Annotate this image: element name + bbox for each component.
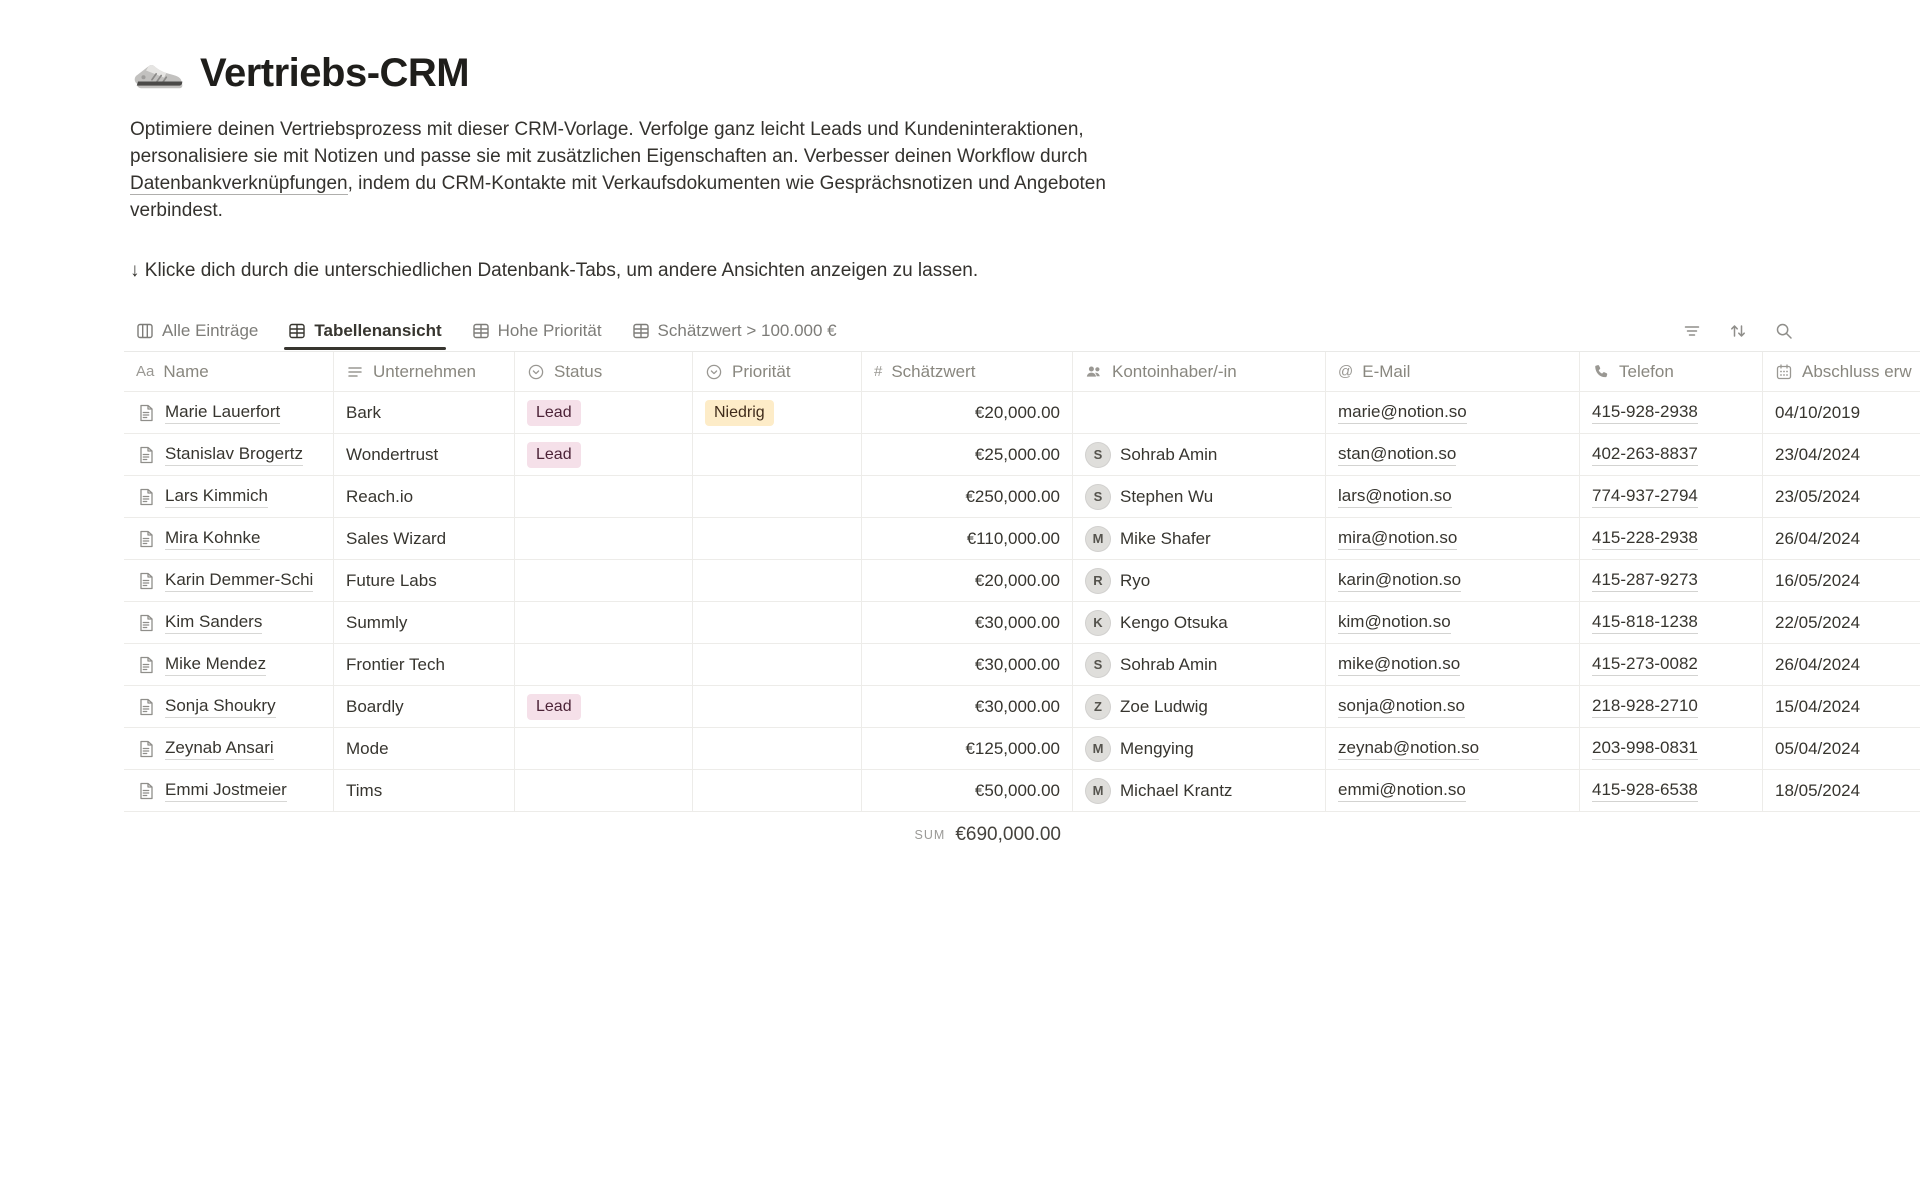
cell-owner[interactable] [1073,728,1326,770]
cell-priority[interactable] [693,518,862,560]
cell-owner[interactable] [1073,560,1326,602]
record-name[interactable]: Mike Mendez [165,653,266,676]
page-icon [136,739,156,759]
cell-email[interactable] [1326,686,1580,728]
table-view-icon [288,322,306,340]
cell-status[interactable] [515,602,693,644]
record-name[interactable]: Emmi Jostmeier [165,779,287,802]
record-name[interactable]: Stanislav Brogertz [165,443,303,466]
sort-icon[interactable] [1728,321,1748,341]
table-view [124,352,1920,846]
database-block [124,310,1920,846]
avatar: Z [1085,694,1111,720]
phone-link[interactable]: 402-263-8837 [1592,443,1698,466]
cell-date[interactable] [1763,728,1920,770]
cell-value: Wondertrust [346,444,439,464]
cell-name[interactable] [124,560,334,602]
cell-owner[interactable] [1073,770,1326,812]
phone-link[interactable]: 415-273-0082 [1592,653,1698,676]
table-row [124,434,1920,476]
cell-status[interactable] [515,392,693,434]
cell-name[interactable] [124,602,334,644]
cell-owner[interactable] [1073,392,1326,434]
page-icon [136,655,156,675]
cell-status[interactable] [515,560,693,602]
text-aa-icon: Aa [136,363,155,380]
cell-status[interactable] [515,644,693,686]
cell-value: 04/10/2019 [1775,402,1861,422]
table-view-icon [472,322,490,340]
cell-value: Future Labs [346,570,437,590]
cell-estimate[interactable] [862,434,1073,476]
cell-value: €50,000.00 [974,780,1060,800]
cell-phone[interactable] [1580,602,1763,644]
sum-value: €690,000.00 [955,824,1061,845]
cell-value: 26/04/2024 [1775,528,1861,548]
cell-value: €30,000.00 [974,696,1060,716]
avatar: M [1085,736,1111,762]
phone-link[interactable]: 415-287-9273 [1592,569,1698,592]
column-label: Telefon [1619,361,1674,381]
table-row [124,560,1920,602]
cell-value: 23/04/2024 [1775,444,1861,464]
cell-estimate[interactable] [862,686,1073,728]
cell-date[interactable] [1763,770,1920,812]
status-badge[interactable]: Lead [527,400,581,426]
cell-phone[interactable] [1580,434,1763,476]
page-title: Vertriebs-CRM [200,50,470,95]
record-name[interactable]: Sonja Shoukry [165,695,276,718]
phone-link[interactable]: 415-928-2938 [1592,401,1698,424]
cell-value: 18/05/2024 [1775,780,1861,800]
cell-owner[interactable] [1073,476,1326,518]
cell-email[interactable] [1326,644,1580,686]
phone-icon [1592,363,1610,381]
cell-value: 05/04/2024 [1775,738,1861,758]
page-icon [136,571,156,591]
cell-company[interactable] [334,476,515,518]
email-link[interactable]: mike@notion.so [1338,653,1460,676]
cell-name[interactable] [124,728,334,770]
owner-name: Michael Krantz [1120,780,1233,800]
column-header-email[interactable] [1326,352,1580,392]
cell-status[interactable] [515,476,693,518]
email-link[interactable]: zeynab@notion.so [1338,737,1479,760]
cell-email[interactable] [1326,602,1580,644]
cell-date[interactable] [1763,560,1920,602]
cell-name[interactable] [124,434,334,476]
avatar: S [1085,484,1111,510]
cell-estimate[interactable] [862,392,1073,434]
tab-tabellenansicht[interactable] [276,313,453,349]
email-link[interactable]: emmi@notion.so [1338,779,1466,802]
view-tabbar [124,310,1920,352]
table-view-icon [632,322,650,340]
cell-status[interactable] [515,434,693,476]
cell-estimate[interactable] [862,602,1073,644]
cell-phone[interactable] [1580,728,1763,770]
owner-name: Sohrab Amin [1120,654,1218,674]
page-icon [136,781,156,801]
callout-text: ↓ Klicke dich durch die unterschiedlichen Datenbank-Tabs, um andere Ansichten anzeigen zu lassen. [130,260,979,281]
page-icon [136,697,156,717]
filter-icon[interactable] [1682,321,1702,341]
cell-priority[interactable] [693,476,862,518]
view-toolbar [1682,321,1794,341]
avatar: R [1085,568,1111,594]
cell-owner[interactable] [1073,602,1326,644]
cell-estimate[interactable] [862,476,1073,518]
cell-email[interactable] [1326,434,1580,476]
cell-company[interactable] [334,602,515,644]
cell-value: 16/05/2024 [1775,570,1861,590]
column-header-owner[interactable] [1073,352,1326,392]
column-label: Schätzwert [891,361,976,381]
column-label: Status [554,361,603,381]
cell-priority[interactable] [693,644,862,686]
table-row [124,728,1920,770]
status-badge[interactable]: Lead [527,694,581,720]
cell-priority[interactable] [693,602,862,644]
cell-owner[interactable] [1073,434,1326,476]
cell-company[interactable] [334,518,515,560]
cell-value: Mode [346,738,389,758]
cell-email[interactable] [1326,770,1580,812]
cell-value: €20,000.00 [974,570,1060,590]
cell-date[interactable] [1763,686,1920,728]
record-name[interactable]: Mira Kohnke [165,527,260,550]
avatar: S [1085,652,1111,678]
cell-name[interactable] [124,644,334,686]
cell-priority[interactable] [693,686,862,728]
column-label: E-Mail [1362,361,1411,381]
cell-status[interactable] [515,728,693,770]
owner-name: Sohrab Amin [1120,444,1218,464]
cell-phone[interactable] [1580,518,1763,560]
cell-priority[interactable] [693,434,862,476]
cell-company[interactable] [334,770,515,812]
cell-owner[interactable] [1073,686,1326,728]
cell-name[interactable] [124,770,334,812]
column-header-date[interactable] [1763,352,1920,392]
text-lines-icon [346,363,364,381]
page-description [130,116,1120,224]
cell-estimate[interactable] [862,644,1073,686]
cell-phone[interactable] [1580,560,1763,602]
cell-phone[interactable] [1580,770,1763,812]
email-link[interactable]: stan@notion.so [1338,443,1456,466]
phone-link[interactable]: 415-818-1238 [1592,611,1698,634]
cell-name[interactable] [124,686,334,728]
cell-email[interactable] [1326,476,1580,518]
record-name[interactable]: Lars Kimmich [165,485,268,508]
tab-schätzwert-100-000-[interactable] [620,313,849,349]
cell-date[interactable] [1763,392,1920,434]
priority-badge[interactable]: Niedrig [705,400,774,426]
page-header [130,46,1920,100]
cell-estimate[interactable] [862,728,1073,770]
cell-priority[interactable] [693,392,862,434]
board-view-icon [136,322,154,340]
table-row [124,644,1920,686]
column-label: Abschluss erw [1802,361,1912,381]
cell-name[interactable] [124,392,334,434]
phone-link[interactable]: 774-937-2794 [1592,485,1698,508]
cell-email[interactable] [1326,560,1580,602]
page-icon [136,529,156,549]
cell-value: Bark [346,402,381,422]
cell-phone[interactable] [1580,686,1763,728]
email-link[interactable]: kim@notion.so [1338,611,1451,634]
people-icon [1085,363,1103,381]
status-badge[interactable]: Lead [527,442,581,468]
cell-date[interactable] [1763,476,1920,518]
table-row [124,770,1920,812]
column-label: Priorität [732,361,791,381]
column-label: Name [163,361,209,381]
cell-estimate[interactable] [862,518,1073,560]
record-name[interactable]: Zeynab Ansari [165,737,274,760]
cell-company[interactable] [334,392,515,434]
select-icon [705,363,723,381]
page-icon [136,487,156,507]
cell-date[interactable] [1763,434,1920,476]
cell-status[interactable] [515,686,693,728]
database-link[interactable]: Datenbankverknüpfungen [130,173,348,194]
tab-hohe-priorität[interactable] [460,313,614,349]
cell-value: €25,000.00 [974,444,1060,464]
cell-status[interactable] [515,518,693,560]
number-icon: # [874,363,883,380]
cell-company[interactable] [334,686,515,728]
cell-value: €30,000.00 [974,612,1060,632]
cell-owner[interactable] [1073,518,1326,560]
cell-value: Reach.io [346,486,414,506]
cell-value: Frontier Tech [346,654,445,674]
cell-status[interactable] [515,770,693,812]
cell-date[interactable] [1763,602,1920,644]
owner-name: Ryo [1120,570,1151,590]
tab-alle-einträge[interactable] [124,313,270,349]
avatar: S [1085,442,1111,468]
tab-label: Hohe Priorität [497,320,602,340]
cell-value: €20,000.00 [974,402,1060,422]
phone-link[interactable]: 415-228-2938 [1592,527,1698,550]
page-icon [136,445,156,465]
phone-link[interactable]: 203-998-0831 [1592,737,1698,760]
column-label: Unternehmen [373,361,477,381]
cell-priority[interactable] [693,770,862,812]
owner-name: Stephen Wu [1120,486,1214,506]
column-header-priority[interactable] [693,352,862,392]
cell-phone[interactable] [1580,644,1763,686]
cell-value: €110,000.00 [966,528,1060,548]
record-name[interactable]: Karin Demmer-Schi [165,569,313,592]
cell-priority[interactable] [693,728,862,770]
cell-value: 26/04/2024 [1775,654,1861,674]
cell-estimate[interactable] [862,560,1073,602]
cell-phone[interactable] [1580,476,1763,518]
tab-label: Alle Einträge [162,320,259,340]
column-header-phone[interactable] [1580,352,1763,392]
table-row [124,602,1920,644]
cell-company[interactable] [334,560,515,602]
cell-name[interactable] [124,518,334,560]
avatar: M [1085,778,1111,804]
cell-value: €250,000.00 [965,486,1060,506]
email-link[interactable]: mira@notion.so [1338,527,1457,550]
table-row [124,392,1920,434]
cell-company[interactable] [334,644,515,686]
email-link[interactable]: sonja@notion.so [1338,695,1465,718]
at-icon: @ [1338,363,1354,380]
email-link[interactable]: karin@notion.so [1338,569,1461,592]
cell-date[interactable] [1763,518,1920,560]
page-icon [136,613,156,633]
cell-value: €125,000.00 [965,738,1060,758]
description-text: Optimiere deinen Vertriebsprozess mit dieser CRM-Vorlage. Verfolge ganz leicht Leads und Kundeninteraktionen, personalisiere sie mit Notizen und passe sie mit zusätzlichen Eigenschaften an. Verbesser deinen Workflow durch [130,119,1088,167]
cell-company[interactable] [334,434,515,476]
cell-value: €30,000.00 [974,654,1060,674]
search-icon[interactable] [1774,321,1794,341]
calendar-icon [1775,363,1793,381]
owner-name: Zoe Ludwig [1120,696,1208,716]
owner-name: Mengying [1120,738,1194,758]
description-text-after: , indem du CRM-Kontakte mit Verkaufsdokumenten wie Gesprächsnotizen und Angeboten verbindest. [130,173,1106,221]
email-link[interactable]: lars@notion.so [1338,485,1452,508]
cell-value: Sales Wizard [346,528,447,548]
cell-value: 22/05/2024 [1775,612,1861,632]
cell-value: Tims [346,780,383,800]
phone-link[interactable]: 218-928-2710 [1592,695,1698,718]
cell-company[interactable] [334,728,515,770]
cell-value: Summly [346,612,408,632]
sum-label: SUM [914,828,946,842]
tab-label: Tabellenansicht [314,320,442,340]
email-link[interactable]: marie@notion.so [1338,401,1467,424]
tab-label: Schätzwert > 100.000 € [657,320,837,340]
phone-link[interactable]: 415-928-6538 [1592,779,1698,802]
column-header-company[interactable] [334,352,515,392]
cell-name[interactable] [124,476,334,518]
page-icon [136,403,156,423]
cell-priority[interactable] [693,560,862,602]
sneaker-icon[interactable] [130,46,184,100]
cell-value: 15/04/2024 [1775,696,1861,716]
cell-value: 23/05/2024 [1775,486,1861,506]
cell-email[interactable] [1326,392,1580,434]
select-icon [527,363,545,381]
record-name[interactable]: Marie Lauerfort [165,401,280,424]
column-header-name[interactable] [124,352,334,392]
avatar: M [1085,526,1111,552]
column-label: Kontoinhaber/-in [1112,361,1237,381]
owner-name: Kengo Otsuka [1120,612,1228,632]
cell-value: Boardly [346,696,404,716]
cell-email[interactable] [1326,518,1580,560]
avatar: K [1085,610,1111,636]
cell-estimate[interactable] [862,770,1073,812]
cell-email[interactable] [1326,728,1580,770]
sum-row[interactable] [124,812,1073,846]
cell-owner[interactable] [1073,644,1326,686]
cell-date[interactable] [1763,644,1920,686]
column-header-estimate[interactable] [862,352,1073,392]
table-row [124,476,1920,518]
column-header-status[interactable] [515,352,693,392]
table-row [124,518,1920,560]
cell-phone[interactable] [1580,392,1763,434]
table-row [124,686,1920,728]
owner-name: Mike Shafer [1120,528,1211,548]
record-name[interactable]: Kim Sanders [165,611,262,634]
